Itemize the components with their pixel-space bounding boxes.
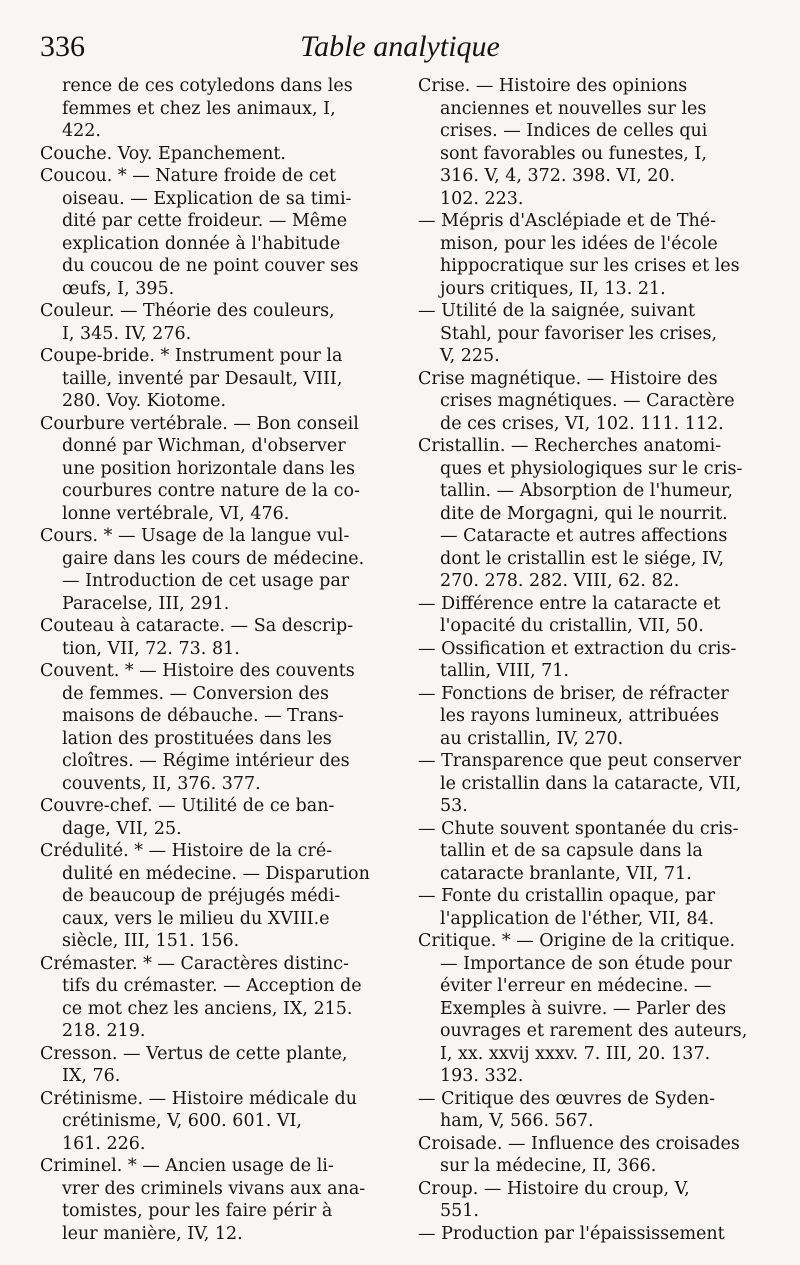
index-entry	[40, 525, 400, 615]
entry-line: de femmes. — Conversion des	[62, 683, 329, 704]
index-entry	[418, 435, 763, 593]
entry-line: 102. 223.	[440, 188, 524, 209]
entry-headline: Cours. * — Usage de la langue vul-	[40, 526, 350, 546]
entry-line: courbures contre nature de la co-	[62, 481, 360, 501]
entry-headline: — Fonctions de briser, de réfracter	[418, 683, 729, 704]
entry-line: — Importance de son étude pour	[440, 953, 732, 974]
entry-headline: — Fonte du cristallin opaque, par	[418, 886, 716, 906]
entry-line: — Introduction de cet usage par	[62, 571, 350, 591]
entry-line: crises magnétiques. — Caractère	[440, 391, 735, 411]
entry-headline: — Critique des œuvres de Syden-	[418, 1088, 716, 1109]
entry-line: oiseau. — Explication de sa timi-	[62, 188, 352, 209]
index-entry	[418, 683, 763, 751]
index-entry	[40, 840, 400, 953]
entry-line: 551.	[440, 1201, 479, 1221]
entry-line: dage, VII, 25.	[62, 818, 182, 839]
index-entry	[418, 593, 763, 638]
entry-line: cataracte branlante, VII, 71.	[440, 863, 692, 884]
entry-line: tion, VII, 72. 73. 81.	[62, 638, 240, 659]
index-entry	[418, 1088, 763, 1133]
entry-headline: Couleur. — Théorie des couleurs,	[40, 301, 335, 321]
entry-line: couvents, II, 376. 377.	[62, 773, 261, 794]
entry-headline: Crédulité. * — Histoire de la cré-	[40, 841, 333, 861]
entry-line: — Cataracte et autres affections	[440, 526, 728, 546]
index-entry	[40, 165, 400, 300]
entry-line: tallin et de sa capsule dans la	[440, 841, 703, 861]
entry-headline: Courbure vertébrale. — Bon conseil	[40, 413, 359, 434]
entry-headline: Couche. Voy. Epanchement.	[40, 143, 286, 164]
entry-line: cloîtres. — Régime intérieur des	[62, 751, 350, 771]
running-title: Table analytique	[300, 30, 500, 63]
entry-headline: Criminel. * — Ancien usage de li-	[40, 1156, 334, 1176]
entry-line: 316. V, 4, 372. 398. VI, 20.	[440, 166, 676, 186]
entry-line: jours critiques, II, 13. 21.	[440, 278, 666, 299]
entry-line: anciennes et nouvelles sur les	[440, 98, 707, 119]
entry-line: ques et physiologiques sur le cris-	[440, 458, 743, 479]
entry-line: sont favorables ou funestes, I,	[440, 143, 707, 164]
entry-line: dont le cristallin est le siége, IV,	[440, 548, 725, 569]
entry-line: l'opacité du cristallin, VII, 50.	[440, 616, 704, 636]
entry-line: siècle, III, 151. 156.	[62, 931, 240, 951]
index-entry	[418, 210, 763, 300]
entry-line: I, xx. xxvij xxxv. 7. III, 20. 137.	[440, 1043, 711, 1064]
entry-line: dite de Morgagni, qui le nourrit.	[440, 503, 728, 524]
entry-line: l'application de l'éther, VII, 84.	[440, 908, 715, 929]
entry-line: Paracelse, III, 291.	[62, 593, 230, 614]
entry-line: gaire dans les cours de médecine.	[62, 548, 365, 569]
index-entry	[40, 953, 400, 1043]
entry-line: caux, vers le milieu du XVIII.e	[62, 908, 330, 929]
index-entry	[418, 1223, 763, 1246]
index-column-right	[418, 75, 763, 1245]
index-entry	[40, 660, 400, 795]
entry-line: lonne vertébrale, VI, 476.	[62, 503, 290, 524]
entry-line: tomistes, pour les faire périr à	[62, 1201, 333, 1221]
entry-line: 193. 332.	[440, 1066, 524, 1086]
index-entry	[418, 1133, 763, 1178]
entry-line: mison, pour les idées de l'école	[440, 233, 718, 254]
entry-line: lation des prostituées dans les	[62, 728, 332, 749]
index-entry	[418, 750, 763, 818]
index-entry	[40, 345, 400, 413]
index-entry	[40, 795, 400, 840]
entry-line: IX, 76.	[62, 1066, 121, 1086]
entry-headline: Croup. — Histoire du croup, V,	[418, 1178, 690, 1199]
entry-line: 270. 278. 282. VIII, 62. 82.	[440, 571, 680, 591]
index-entry	[40, 615, 400, 660]
entry-line: de beaucoup de préjugés médi-	[62, 886, 341, 906]
entry-line: 218. 219.	[62, 1021, 146, 1041]
index-entry	[418, 818, 763, 886]
entry-line: tallin, VIII, 71.	[440, 661, 569, 681]
entry-headline: Crémaster. * — Caractères distinc-	[40, 953, 349, 974]
entry-headline: — Mépris d'Asclépiade et de Thé-	[418, 211, 717, 231]
entry-headline: — Utilité de la saignée, suivant	[418, 301, 696, 321]
entry-line: maisons de débauche. — Trans-	[62, 706, 344, 726]
entry-line: V, 225.	[440, 346, 500, 366]
entry-headline: Croisade. — Influence des croisades	[418, 1133, 740, 1154]
entry-line: 280. Voy. Kiotome.	[62, 391, 227, 411]
entry-line: ham, V, 566. 567.	[440, 1111, 594, 1131]
index-entry	[418, 75, 763, 210]
entry-line: Stahl, pour favoriser les crises,	[440, 323, 718, 344]
entry-line: 161. 226.	[62, 1133, 146, 1154]
index-entry	[418, 368, 763, 436]
entry-line: crétinisme, V, 600. 601. VI,	[62, 1111, 302, 1131]
entry-line: le cristallin dans la cataracte, VII,	[440, 773, 742, 794]
entry-headline: — Transparence que peut conserver	[418, 751, 741, 771]
entry-headline: — Chute souvent spontanée du cris-	[418, 818, 739, 839]
entry-line: ce mot chez les anciens, IX, 215.	[62, 998, 353, 1019]
index-entry	[418, 930, 763, 1088]
entry-line: dité par cette froideur. — Même	[62, 211, 348, 231]
entry-headline: — Ossification et extraction du cris-	[418, 638, 737, 659]
index-entry	[40, 143, 400, 166]
entry-line: rence de ces cotyledons dans les	[62, 76, 353, 96]
entry-headline: Cresson. — Vertus de cette plante,	[40, 1043, 348, 1064]
entry-headline: Couvre-chef. — Utilité de ce ban-	[40, 796, 335, 816]
index-entry	[418, 1178, 763, 1223]
index-entry	[40, 300, 400, 345]
entry-line: œufs, I, 395.	[62, 278, 175, 299]
entry-line: taille, inventé par Desault, VIII,	[62, 368, 343, 389]
entry-line: au cristallin, IV, 270.	[440, 728, 624, 749]
index-entry	[418, 300, 763, 368]
index-entry	[40, 1043, 400, 1088]
entry-line: explication donnée à l'habitude	[62, 233, 341, 254]
entry-line: tifs du crémaster. — Acception de	[62, 976, 362, 996]
entry-line: 53.	[440, 796, 468, 816]
entry-line: une position horizontale dans les	[62, 458, 355, 479]
entry-headline: Coucou. * — Nature froide de cet	[40, 166, 337, 186]
entry-headline: — Production par l'épaississement	[418, 1223, 725, 1244]
index-entry	[40, 75, 400, 143]
index-entry	[418, 638, 763, 683]
entry-headline: Coupe-bride. * Instrument pour la	[40, 346, 343, 366]
entry-line: dulité en médecine. — Disparution	[62, 863, 370, 884]
entry-line: ouvrages et rarement des auteurs,	[440, 1021, 748, 1041]
entry-line: de ces crises, VI, 102. 111. 112.	[440, 413, 724, 434]
entry-line: leur manière, IV, 12.	[62, 1223, 243, 1244]
index-entry	[40, 413, 400, 526]
entry-headline: Cristallin. — Recherches anatomi-	[418, 436, 722, 456]
entry-headline: — Différence entre la cataracte et	[418, 593, 721, 614]
entry-headline: Crise. — Histoire des opinions	[418, 76, 688, 96]
entry-line: Exemples à suivre. — Parler des	[440, 998, 727, 1019]
entry-line: les rayons lumineux, attribuées	[440, 706, 720, 726]
entry-line: sur la médecine, II, 366.	[440, 1156, 657, 1176]
page-header	[0, 28, 800, 68]
entry-line: hippocratique sur les crises et les	[440, 256, 740, 276]
entry-line: crises. — Indices de celles qui	[440, 121, 708, 141]
index-column-left	[40, 75, 400, 1245]
entry-headline: Critique. * — Origine de la critique.	[418, 931, 736, 951]
entry-line: tallin. — Absorption de l'humeur,	[440, 481, 733, 501]
index-entry	[418, 885, 763, 930]
entry-line: éviter l'erreur en médecine. —	[440, 976, 712, 996]
entry-headline: Crise magnétique. — Histoire des	[418, 368, 718, 389]
entry-line: femmes et chez les animaux, I,	[62, 98, 336, 119]
entry-headline: Couvent. * — Histoire des couvents	[40, 661, 355, 681]
entry-headline: Couteau à cataracte. — Sa descrip-	[40, 616, 354, 636]
entry-line: donné par Wichman, d'observer	[62, 436, 346, 456]
entry-headline: Crétinisme. — Histoire médicale du	[40, 1088, 357, 1109]
page-number: 336	[40, 30, 85, 63]
index-entry	[40, 1088, 400, 1156]
entry-line: I, 345. IV, 276.	[62, 323, 192, 344]
entry-line: vrer des criminels vivans aux ana-	[62, 1178, 366, 1199]
index-entry	[40, 1155, 400, 1245]
entry-line: du coucou de ne point couver ses	[62, 256, 359, 276]
entry-line: 422.	[62, 121, 101, 141]
